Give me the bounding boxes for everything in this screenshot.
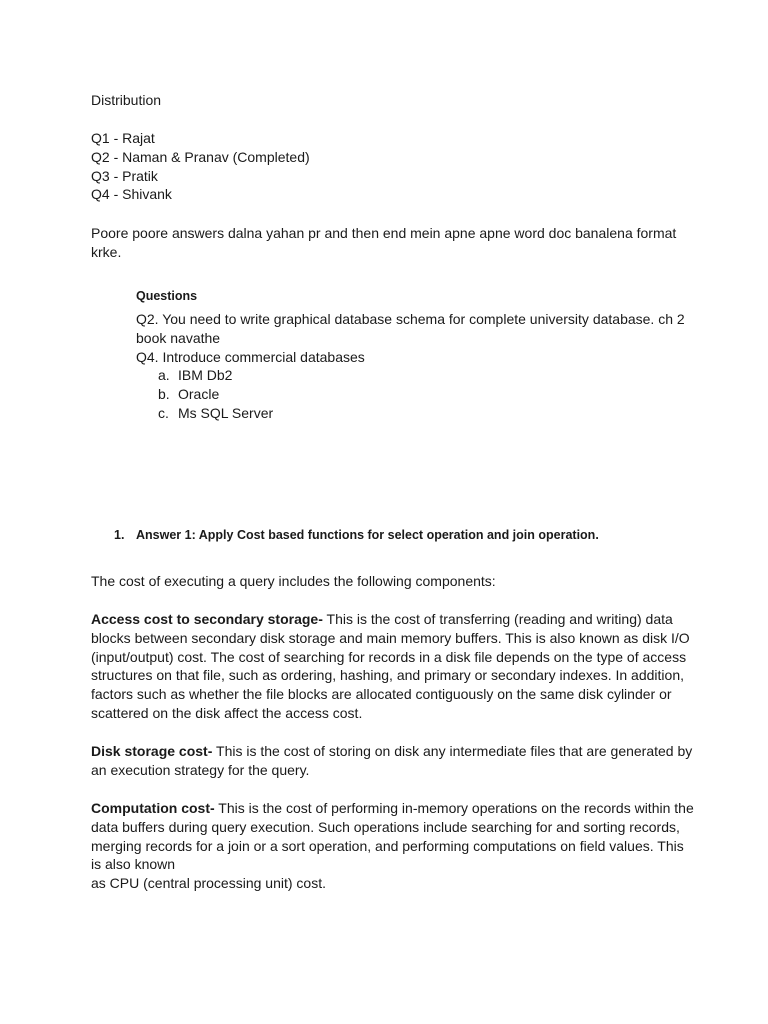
- list-text: Oracle: [178, 386, 220, 403]
- access-cost-term: Access cost to secondary storage-: [91, 611, 323, 627]
- intro-text: The cost of executing a query includes the following components:: [91, 573, 496, 589]
- access-cost-line: structures on that file, such as ordering, hashing, and primary or secondary indexes. In addition,: [91, 667, 684, 684]
- distribution-item: Q4 - Shivank: [91, 186, 172, 203]
- list-text: Ms SQL Server: [178, 404, 274, 421]
- access-cost-line: blocks between secondary disk storage and main memory buffers. This is also known as disk I/O: [91, 629, 690, 646]
- note-line: Poore poore answers dalna yahan pr and then end mein apne apne word doc banalena format: [91, 225, 677, 241]
- list-item: [158, 366, 716, 385]
- computation-cost-line: is also known: [91, 856, 176, 873]
- list-text: IBM Db2: [178, 367, 233, 384]
- question-q2: Q2. You need to write graphical database schema for complete university database. ch 2: [136, 311, 685, 327]
- question-q4: Q4. Introduce commercial databases: [136, 348, 365, 365]
- questions-heading: Questions: [136, 289, 198, 303]
- note-line: krke.: [91, 243, 122, 260]
- distribution-item: Q2 - Naman & Pranav (Completed): [91, 148, 310, 165]
- access-cost-text: This is the cost of transferring (reading and writing) data: [322, 611, 673, 627]
- computation-cost-line: merging records for a join or a sort operation, and performing computations on field values. This: [91, 837, 684, 854]
- question-q2-cont: book navathe: [136, 329, 221, 346]
- answer1-heading: Answer 1: Apply Cost based functions for select operation and join operation.: [136, 528, 599, 542]
- list-marker: a.: [158, 367, 170, 384]
- distribution-item: Q3 - Pratik: [91, 167, 158, 184]
- questions-section: [136, 287, 696, 306]
- computation-cost-term: Computation cost-: [91, 800, 215, 816]
- access-cost-paragraph: [91, 610, 690, 723]
- disk-cost-term: Disk storage cost-: [91, 743, 213, 759]
- note-paragraph: [91, 224, 683, 262]
- distribution-list: [91, 129, 683, 204]
- disk-cost-paragraph: [91, 742, 693, 780]
- cost-intro: [91, 572, 683, 591]
- distribution-item: Q1 - Rajat: [91, 130, 155, 146]
- list-marker: c.: [158, 404, 169, 421]
- access-cost-line: factors such as whether the file blocks are allocated contiguously on the same disk cylinder or: [91, 686, 672, 703]
- q4-sublist: [136, 366, 716, 422]
- answer1-heading-row: [114, 525, 714, 545]
- disk-cost-text: This is the cost of storing on disk any intermediate files that are generated by: [212, 743, 693, 759]
- computation-cost-line: data buffers during query execution. Such operations include searching for and sorting records,: [91, 818, 680, 835]
- disk-cost-line: an execution strategy for the query.: [91, 761, 310, 778]
- answer1-number: 1.: [114, 528, 125, 542]
- computation-cost-paragraph: [91, 799, 694, 893]
- access-cost-line: (input/output) cost. The cost of searching for records in a disk file depends on the type of access: [91, 648, 687, 665]
- distribution-title: Distribution: [91, 92, 162, 108]
- access-cost-line: scattered on the disk affect the access cost.: [91, 704, 363, 721]
- list-item: [158, 385, 716, 404]
- distribution-section: [91, 91, 683, 110]
- questions-list: [136, 310, 716, 423]
- list-marker: b.: [158, 386, 170, 403]
- list-item: [158, 404, 716, 423]
- computation-cost-text: This is the cost of performing in-memory operations on the records within the: [214, 800, 694, 816]
- computation-cost-line: as CPU (central processing unit) cost.: [91, 875, 326, 892]
